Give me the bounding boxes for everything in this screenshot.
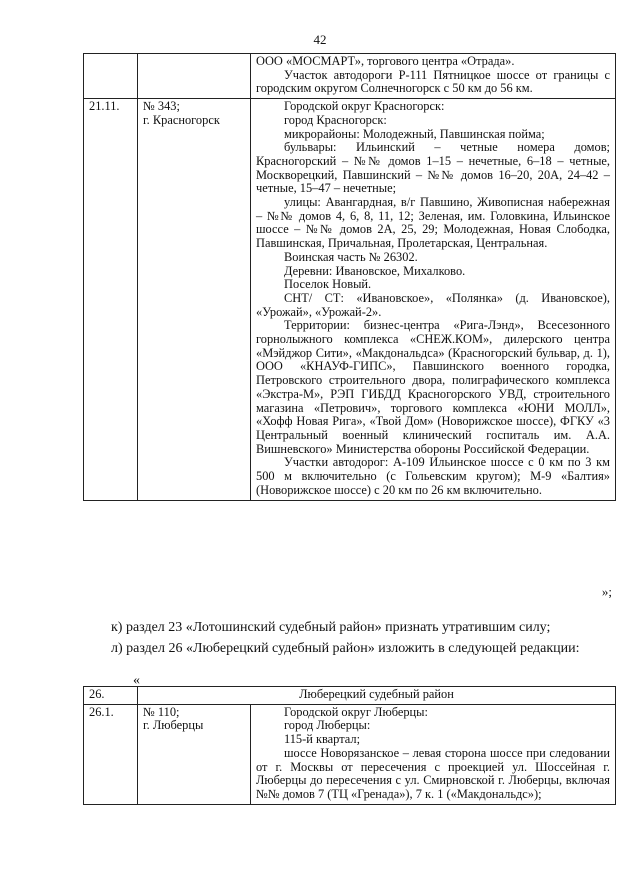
site-city: г. Красногорск: [143, 112, 220, 127]
territory-paragraph: Деревни: Ивановское, Михалково.: [284, 263, 466, 278]
district-table-continued: [83, 53, 616, 501]
table-row-21-11: [84, 99, 616, 500]
cell-site: [138, 54, 251, 99]
territory-paragraph: город Люберцы:: [284, 718, 371, 733]
cell-site: [138, 704, 251, 804]
cell-number: 26.1.: [84, 704, 138, 804]
territory-paragraph: город Красногорск:: [284, 112, 387, 127]
section-title: Люберецкий судебный район: [138, 687, 616, 705]
territory-line: Участок автодороги Р-111 Пятницкое шоссе от границы с городским округом Солнечногорск с 50 км до 56 км.: [256, 67, 610, 96]
item-l-paragraph: л) раздел 26 «Люберецкий судебный район» изложить в следующей редакции:: [111, 641, 580, 656]
cell-territory: [251, 54, 616, 99]
territory-paragraph: Территории: бизнес-центра «Рига-Лэнд», Всесезонного горнолыжного комплекса «СНЕЖ.КОМ», дилерского центра «Мэйджор Сити», «Макдональдса» (Красногорский бульвар, д. 1), ООО «КНАУФ-ГИПС», Павшинского военного городка, Петровского строительного двора, полиграфического комплекса «Экстра-М», РЭП ГИБДД Красногорского УВД, строительного магазина «Петрович», торгового комплекса «ЮНИ МОЛЛ», «Хофф Новая Рига», «Твой Дом» (Новорижское шоссе), ФГКУ «3 Центральный военный клинический госпиталь им. А.А. Вишневского» Министерства обороны Российской Федерации.: [256, 318, 610, 456]
cell-territory: [251, 704, 616, 804]
page-number: 42: [313, 32, 327, 47]
site-number: № 343;: [143, 99, 180, 114]
opening-quote-mark: «: [133, 673, 140, 688]
territory-paragraph: микрорайоны: Молодежный, Павшинская пойма;: [284, 126, 545, 141]
item-k-paragraph: к) раздел 23 «Лотошинский судебный район» признать утратившим силу;: [111, 620, 551, 635]
cell-site: [138, 99, 251, 500]
cell-number: [84, 54, 138, 99]
territory-paragraph: Воинская часть № 26302.: [284, 249, 418, 264]
territory-paragraph: Городской округ Люберцы:: [284, 704, 428, 719]
section-number: 26.: [84, 687, 138, 705]
district-table-lyubertsy: [83, 686, 616, 805]
closing-quote-mark: »;: [601, 584, 612, 599]
territory-paragraph: 115-й квартал;: [284, 732, 361, 747]
cell-territory: [251, 99, 616, 500]
cell-number: 21.11.: [84, 99, 138, 500]
territory-paragraph: СНТ/ СТ: «Ивановское», «Полянка» (д. Ивановское), «Урожай», «Урожай-2».: [256, 290, 610, 319]
territory-line: ООО «МОСМАРТ», торгового центра «Отрада».: [256, 54, 515, 68]
table-row-continuation: [84, 54, 616, 99]
territory-paragraph: бульвары: Ильинский – четные номера домов; Красногорский – №№ домов 1–15 – нечетные, 6–18 – четные, Москворецкий, Павшинский – №№ домов 16–20, 20А, 24–42 – четные, 15–47 – нечетные;: [256, 140, 610, 196]
table-header-row: [84, 687, 616, 705]
territory-paragraph: шоссе Новорязанское – левая сторона шоссе при следовании от г. Москвы от пересечения с проекцией ул. Шоссейная г. Люберцы до пересечения с ул. Смирновской г. Люберцы, включая №№ домов 7 (ТЦ «Гренада»), 7 к. 1 («Макдональдс»);: [256, 745, 611, 801]
territory-paragraph: Городской округ Красногорск:: [284, 99, 445, 114]
territory-paragraph: Поселок Новый.: [284, 277, 372, 292]
table-row-26-1: [84, 704, 616, 804]
site-city: г. Люберцы: [143, 718, 204, 733]
site-number: № 110;: [143, 704, 180, 719]
territory-paragraph: Участки автодорог: А-109 Ильинское шоссе с 0 км по 3 км 500 м включительно (с Гольевским кругом); М-9 «Балтия» (Новорижское шоссе) с 20 км по 26 км включительно.: [256, 455, 610, 497]
territory-paragraph: улицы: Авангардная, в/г Павшино, Живописная набережная – №№ домов 4, 6, 8, 11, 12; Зеленая, им. Головкина, Ильинское шоссе – №№ домов 2А, 25, 29; Молодежная, Новая Слободка, Павшинская, Причальная, Пролетарская, Центральная.: [256, 195, 610, 251]
